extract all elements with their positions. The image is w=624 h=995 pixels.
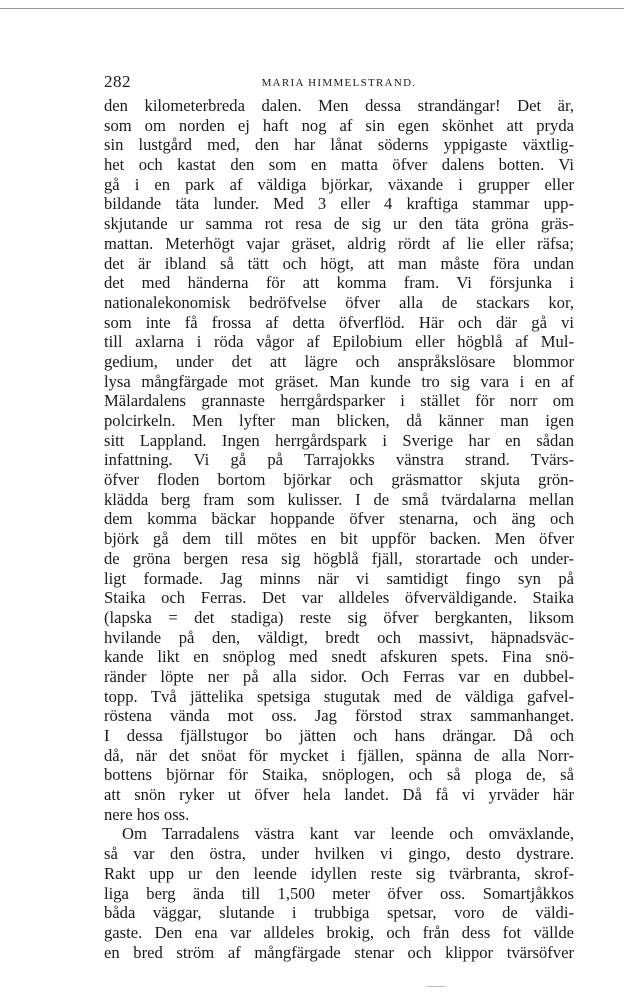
text-line: dem komma bäckar hoppande öfver stenarna, och äng och — [104, 509, 574, 529]
top-rule — [0, 8, 624, 9]
text-line: topp. Två jättelika spetsiga stugutak med de väldiga gafvel- — [104, 686, 574, 706]
text-line: skjutande ur samma rot resa de sig ur den täta gröna gräs- — [104, 214, 574, 234]
text-line: då, när det snöat för mycket i fjällen, spänna de alla Norr- — [104, 745, 574, 765]
text-line: ligt formade. Jag minns när vi samtidigt fingo syn på — [104, 568, 574, 588]
paragraph-end-line: nere hos oss. — [104, 804, 190, 824]
text-line: het och kastat den som en matta öfver dalens botten. Vi — [104, 155, 574, 175]
text-line: sin lustgård med, den har lånat söderns yppigaste växtlig- — [104, 135, 574, 155]
text-line: gaste. Den ena var alldeles brokig, och från dess fot vällde — [104, 922, 574, 942]
text-line: båda väggar, slutande i trubbiga spetsar, voro de väldi- — [104, 903, 574, 923]
text-line: röstena vända mot oss. Jag förstod strax sammanhanget. — [104, 706, 574, 726]
text-line: klädda berg fram som kulisser. I de små tvärdalarna mellan — [104, 489, 574, 509]
text-line: Rakt upp ur den leende idyllen reste sig tvärbranta, skrof- — [104, 863, 574, 883]
text-line: till axlarna i röda vågor af Epilobium eller högblå af Mul- — [104, 332, 574, 352]
text-line: som om norden ej haft nog af sin egen skönhet att pryda — [104, 115, 574, 135]
text-line: (lapska = det stadiga) reste sig öfver bergkanten, liksom — [104, 607, 574, 627]
text-line: björk gå dem till mötes en bit uppför backen. Men öfver — [104, 529, 574, 549]
text-line: som inte få frossa af detta öfverflöd. Här och där gå vi — [104, 312, 574, 332]
paragraph-start-line: Om Tarradalens västra kant var leende och omväxlande, — [122, 824, 574, 844]
text-line: ränder löpte ner på alla sidor. Och Ferras var en dubbel- — [104, 666, 574, 686]
text-line: lysa mångfärgade mot gräset. Man kunde tro sig vara i en af — [104, 371, 574, 391]
text-line: det är ibland så tätt och högt, att man måste föra undan — [104, 253, 574, 273]
text-line: gå i en park af väldiga björkar, växande i grupper eller — [104, 174, 574, 194]
text-line: Staika och Ferras. Det var alldeles öfverväldigande. Staika — [104, 588, 574, 608]
text-line: polcirkeln. Men lyfter man blicken, då känner man igen — [104, 411, 574, 430]
body-text — [104, 96, 574, 962]
page-header — [104, 72, 574, 96]
text-line: sitt Lappland. Ingen herrgårdspark i Sverige har en sådan — [104, 430, 574, 450]
text-line: I dessa fjällstugor bo jätten och hans drängar. Då och — [104, 726, 574, 745]
text-line: gedium, under det att lägre och anspråkslösare blommor — [104, 351, 574, 371]
text-line: Mälardalens grannaste herrgårdsparker i stället för norr om — [104, 391, 574, 411]
text-line: liga berg ända till 1,500 meter öfver oss. Somartjåkkos — [104, 883, 574, 903]
text-line: hvilande på den, väldigt, bredt och massivt, häpnadsväc- — [104, 627, 574, 647]
text-line: öfver floden bortom björkar och gräsmattor skjuta grön- — [104, 470, 574, 490]
page-number: 282 — [104, 72, 131, 91]
text-line: det med händerna för att komma fram. Vi försjunka i — [104, 273, 574, 293]
text-line: en bred ström af mångfärgade stenar och klippor tvärsöfver — [104, 942, 574, 962]
text-line: att snön ryker ut öfver hela landet. Då få vi yrväder här — [104, 785, 574, 805]
text-line: den kilometerbreda dalen. Men dessa strandängar! Det är, — [104, 96, 574, 115]
text-line: infattning. Vi gå på Tarrajokks vänstra strand. Tvärs- — [104, 450, 574, 470]
text-line: mattan. Meterhögt vajar gräset, aldrig rördt af lie eller räfsa; — [104, 233, 574, 253]
text-line: kande likt en snöplog med snedt afskuren spets. Fina snö- — [104, 647, 574, 667]
text-line: nationalekonomisk bedröfvelse öfver alla de stackars kor, — [104, 292, 574, 312]
text-line: de gröna bergen resa sig högblå fjäll, storartade och under- — [104, 548, 574, 568]
bottom-scan-mark — [426, 986, 446, 987]
text-line: bottens björnar för Staika, snöplogen, och så ploga de, så — [104, 765, 574, 785]
text-line: så var den östra, under hvilken vi gingo, desto dystrare. — [104, 844, 574, 864]
running-head: MARIA HIMMELSTRAND. — [261, 77, 417, 89]
text-line: bildande täta lunder. Med 3 eller 4 kraftiga stammar upp- — [104, 194, 574, 214]
